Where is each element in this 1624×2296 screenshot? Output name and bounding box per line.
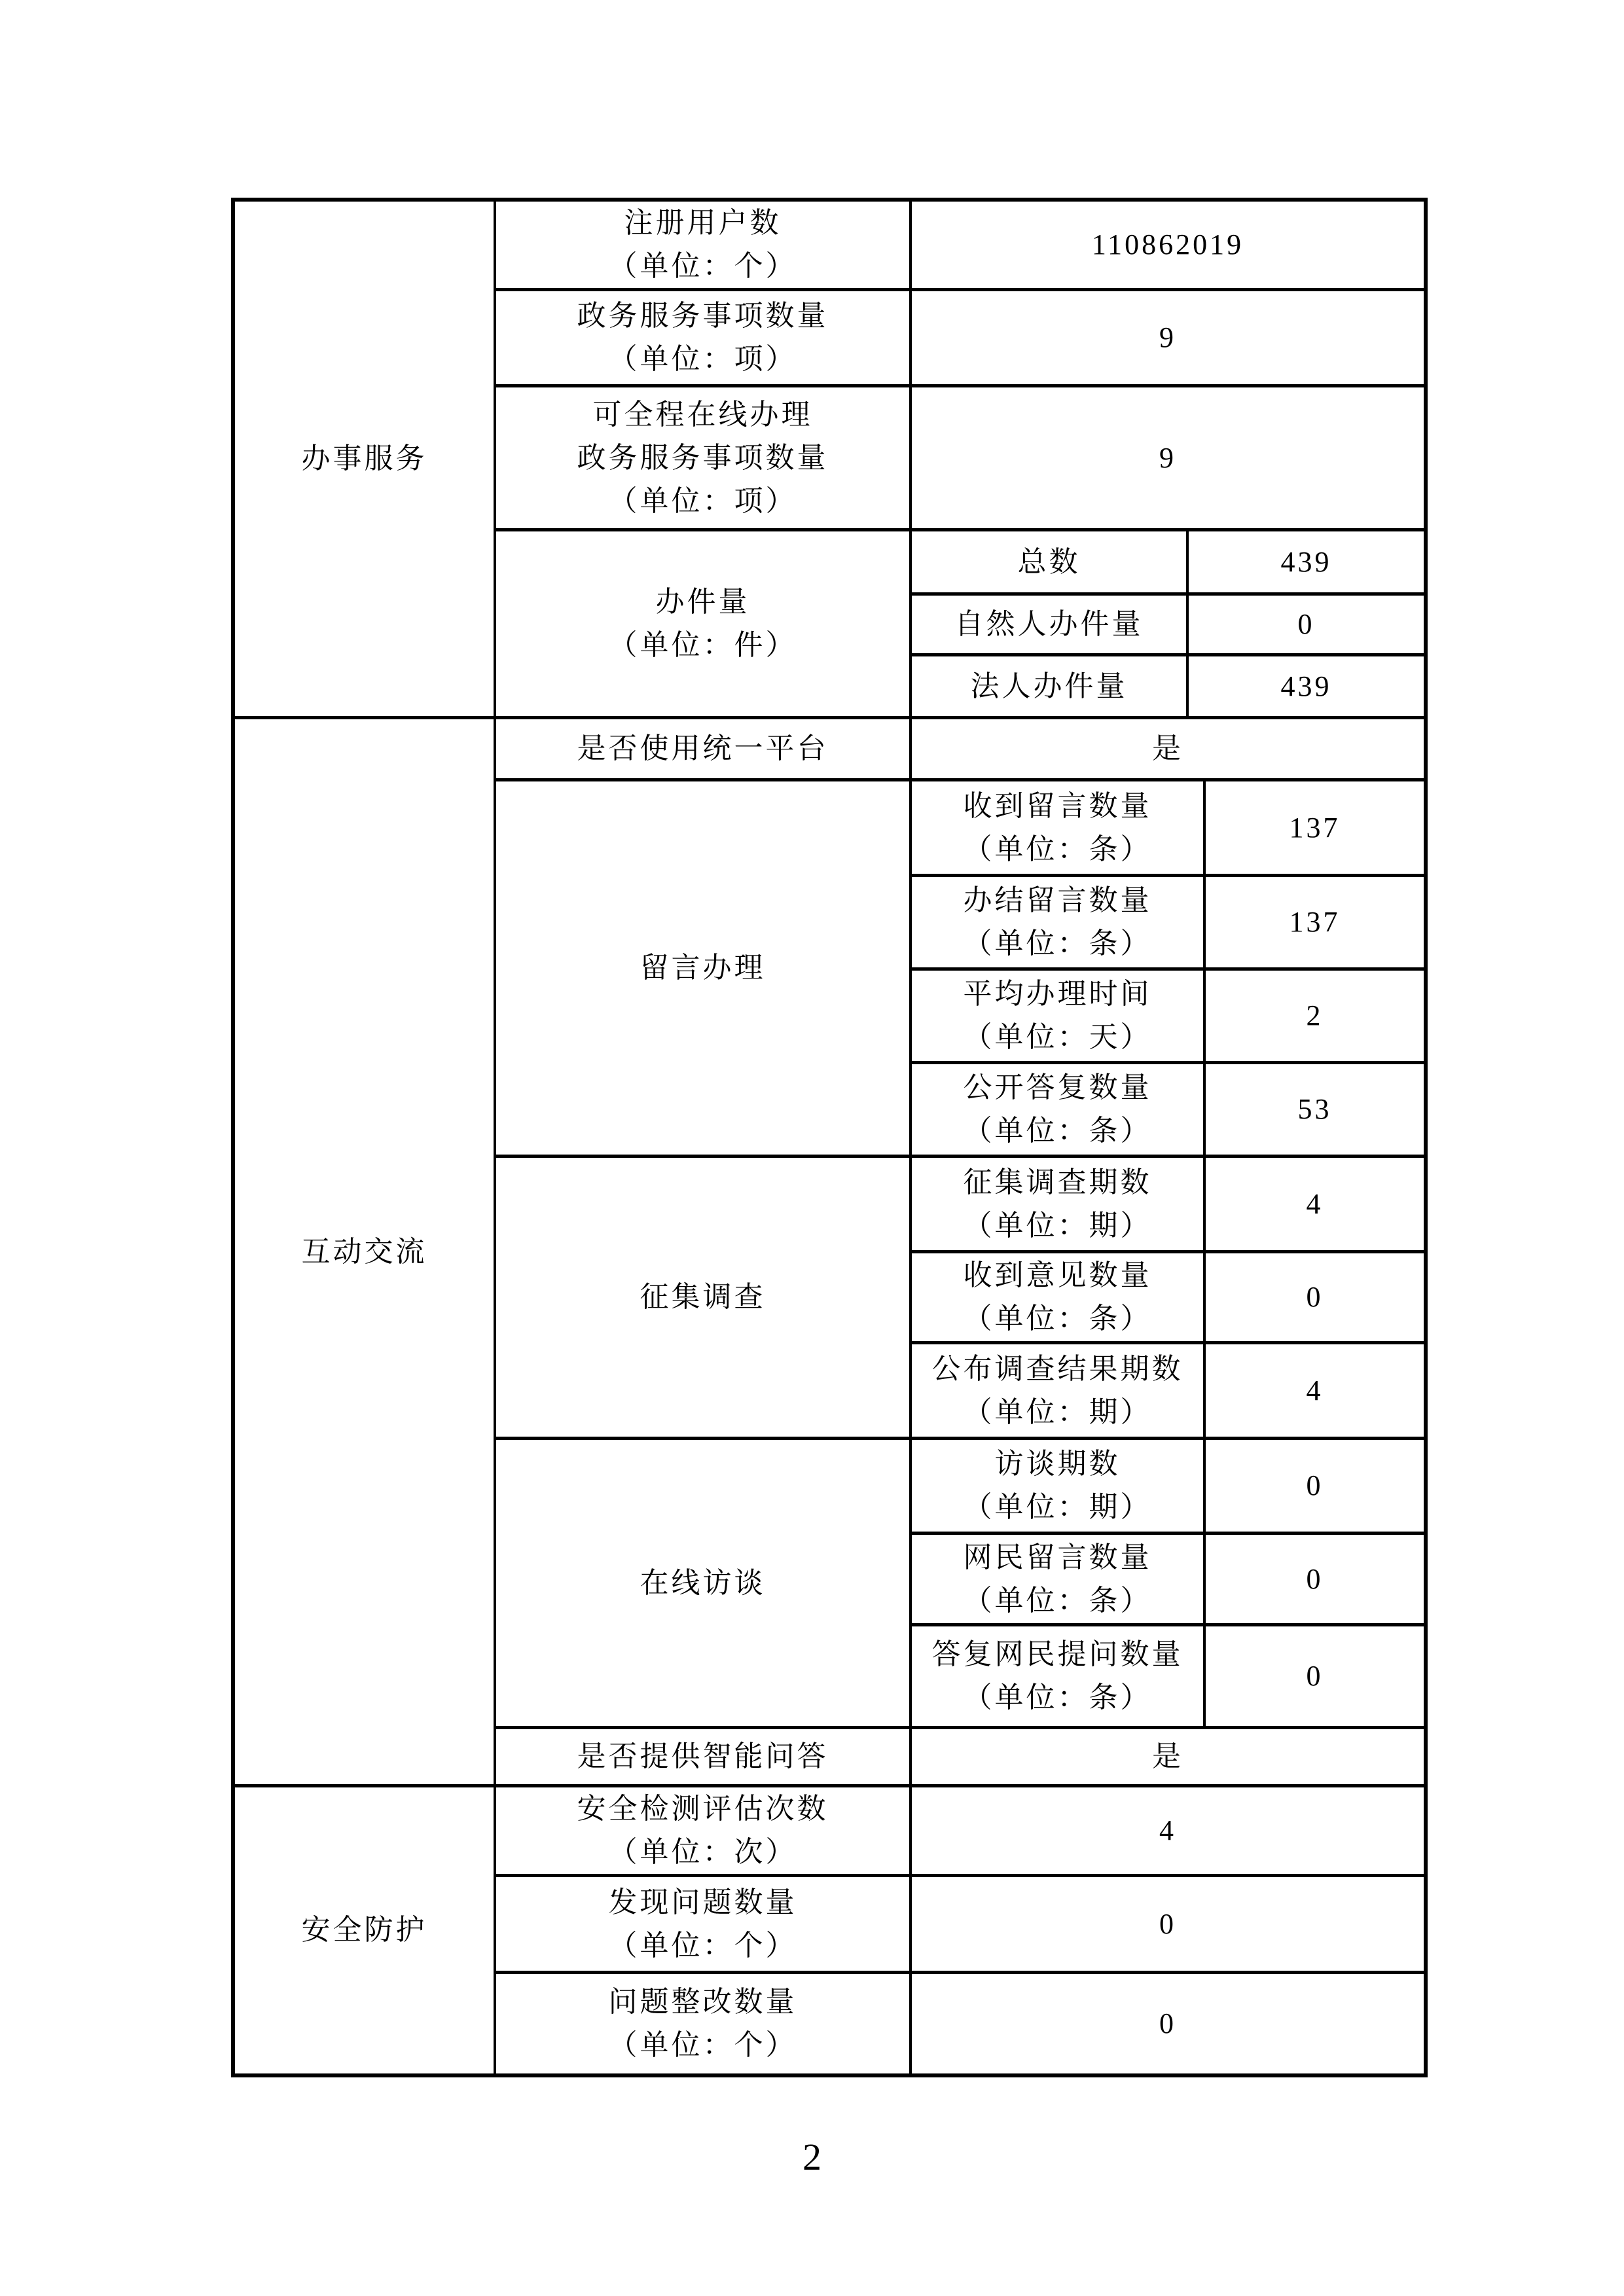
item-label-cell: [495, 1876, 911, 1973]
table-row: [233, 1786, 1426, 1876]
value-cell: [1204, 1625, 1426, 1728]
value-text: 0: [1306, 1562, 1324, 1595]
item-label: 是否提供智能问答: [577, 1740, 829, 1772]
sub-label-cell: [911, 1252, 1204, 1343]
sub-label: 公布调查结果期数: [931, 1352, 1183, 1385]
item-unit: （单位：件）: [608, 629, 797, 661]
value-cell: [911, 1876, 1426, 1973]
group-label: 互动交流: [301, 1235, 427, 1268]
sub-label: 办结留言数量: [963, 884, 1152, 916]
sub-unit: （单位：条）: [963, 927, 1152, 960]
value-cell: [1204, 1157, 1426, 1252]
sub-unit: （单位：期）: [963, 1491, 1152, 1523]
value-text: 137: [1289, 906, 1341, 938]
value-text: 是: [1152, 1740, 1183, 1772]
sub-label-cell: [911, 530, 1187, 594]
item-unit: （单位：项）: [608, 484, 797, 517]
item-label: 征集调查: [640, 1281, 766, 1313]
value-text: 9: [1159, 441, 1176, 474]
value-text: 0: [1306, 1469, 1324, 1501]
table-row: [233, 200, 1426, 290]
value-cell: [1204, 969, 1426, 1063]
group-label: 安全防护: [301, 1914, 427, 1946]
item-label-cell: [495, 1973, 911, 2075]
item-label-cell: [495, 780, 911, 1157]
sub-label-cell: [911, 1625, 1204, 1728]
sub-label: 访谈期数: [994, 1448, 1121, 1480]
sub-label: 公开答复数量: [963, 1071, 1152, 1103]
item-label: 政务服务事项数量: [577, 300, 829, 332]
value-cell: [1187, 655, 1426, 718]
item-label-cell: [495, 1786, 911, 1876]
sub-unit: （单位：条）: [963, 833, 1152, 865]
value-text: 4: [1306, 1374, 1324, 1407]
item-label: 注册用户数: [624, 207, 782, 239]
value-text: 0: [1306, 1281, 1324, 1313]
sub-label-cell: [911, 1343, 1204, 1439]
sub-unit: （单位：期）: [963, 1395, 1152, 1428]
item-label: 政务服务事项数量: [577, 441, 829, 474]
sub-label: 网民留言数量: [963, 1541, 1152, 1573]
value-cell: [911, 200, 1426, 290]
item-label-cell: [495, 530, 911, 718]
sub-label: 总数: [1017, 545, 1081, 578]
value-text: 4: [1159, 1814, 1176, 1846]
sub-unit: （单位：天）: [963, 1021, 1152, 1053]
table-row: [233, 718, 1426, 780]
sub-label: 收到意见数量: [963, 1259, 1152, 1291]
value-cell: [911, 718, 1426, 780]
value-text: 439: [1280, 670, 1332, 702]
value-text: 9: [1159, 321, 1176, 353]
item-unit: （单位：项）: [608, 343, 797, 375]
item-unit: （单位：个）: [608, 1929, 797, 1962]
value-text: 4: [1306, 1187, 1324, 1220]
sub-label: 平均办理时间: [963, 978, 1152, 1010]
sub-label-cell: [911, 1157, 1204, 1252]
item-label: 发现问题数量: [608, 1886, 797, 1918]
value-text: 0: [1306, 1660, 1324, 1692]
sub-label: 收到留言数量: [963, 789, 1152, 822]
sub-label-cell: [911, 1063, 1204, 1157]
value-cell: [1204, 1252, 1426, 1343]
sub-unit: （单位：期）: [963, 1209, 1152, 1242]
item-label: 在线访谈: [640, 1566, 766, 1599]
value-cell: [911, 1786, 1426, 1876]
group-cell-service: [233, 200, 495, 718]
item-label: 留言办理: [640, 952, 766, 984]
item-label-cell: [495, 1728, 911, 1786]
value-text: 0: [1159, 2007, 1176, 2039]
item-label: 可全程在线办理: [592, 398, 813, 431]
statistics-table: [231, 198, 1428, 2077]
value-cell: [911, 290, 1426, 386]
value-cell: [1204, 1343, 1426, 1439]
value-cell: [1204, 1439, 1426, 1534]
value-cell: [1204, 876, 1426, 969]
value-cell: [911, 1973, 1426, 2075]
group-cell-security: [233, 1786, 495, 2075]
value-cell: [1204, 1063, 1426, 1157]
group-label: 办事服务: [301, 442, 427, 475]
item-unit: （单位：个）: [608, 2028, 797, 2061]
sub-label: 征集调查期数: [963, 1166, 1152, 1198]
value-cell: [911, 386, 1426, 530]
item-label-cell: [495, 290, 911, 386]
sub-label-cell: [911, 876, 1204, 969]
item-label: 是否使用统一平台: [577, 732, 829, 764]
item-label-cell: [495, 718, 911, 780]
sub-label: 自然人办件量: [954, 608, 1144, 640]
item-unit: （单位：个）: [608, 250, 797, 282]
value-text: 0: [1297, 608, 1315, 640]
value-text: 53: [1297, 1093, 1332, 1125]
item-label-cell: [495, 200, 911, 290]
sub-label-cell: [911, 1439, 1204, 1534]
sub-unit: （单位：条）: [963, 1302, 1152, 1335]
sub-unit: （单位：条）: [963, 1115, 1152, 1147]
sub-label-cell: [911, 594, 1187, 655]
sub-unit: （单位：条）: [963, 1681, 1152, 1713]
value-text: 2: [1306, 999, 1324, 1031]
sub-label: 法人办件量: [970, 670, 1128, 702]
item-label-cell: [495, 386, 911, 530]
value-text: 是: [1152, 732, 1183, 764]
item-label-cell: [495, 1157, 911, 1439]
sub-label-cell: [911, 1534, 1204, 1625]
sub-label: 答复网民提问数量: [931, 1638, 1183, 1670]
sub-label-cell: [911, 780, 1204, 876]
item-label: 安全检测评估次数: [577, 1793, 829, 1825]
value-cell: [911, 1728, 1426, 1786]
item-unit: （单位：次）: [608, 1836, 797, 1868]
page-number: 2: [803, 2136, 821, 2178]
group-cell-interaction: [233, 718, 495, 1786]
sub-label-cell: [911, 655, 1187, 718]
item-label: 办件量: [655, 586, 750, 618]
item-label: 问题整改数量: [608, 1985, 797, 2018]
item-label-cell: [495, 1439, 911, 1728]
sub-unit: （单位：条）: [963, 1584, 1152, 1617]
value-text: 0: [1159, 1907, 1176, 1940]
sub-label-cell: [911, 969, 1204, 1063]
value-text: 137: [1289, 811, 1341, 844]
value-cell: [1187, 594, 1426, 655]
value-cell: [1204, 780, 1426, 876]
value-cell: [1204, 1534, 1426, 1625]
value-text: 439: [1280, 545, 1332, 578]
value-text: 110862019: [1091, 228, 1244, 260]
value-cell: [1187, 530, 1426, 594]
